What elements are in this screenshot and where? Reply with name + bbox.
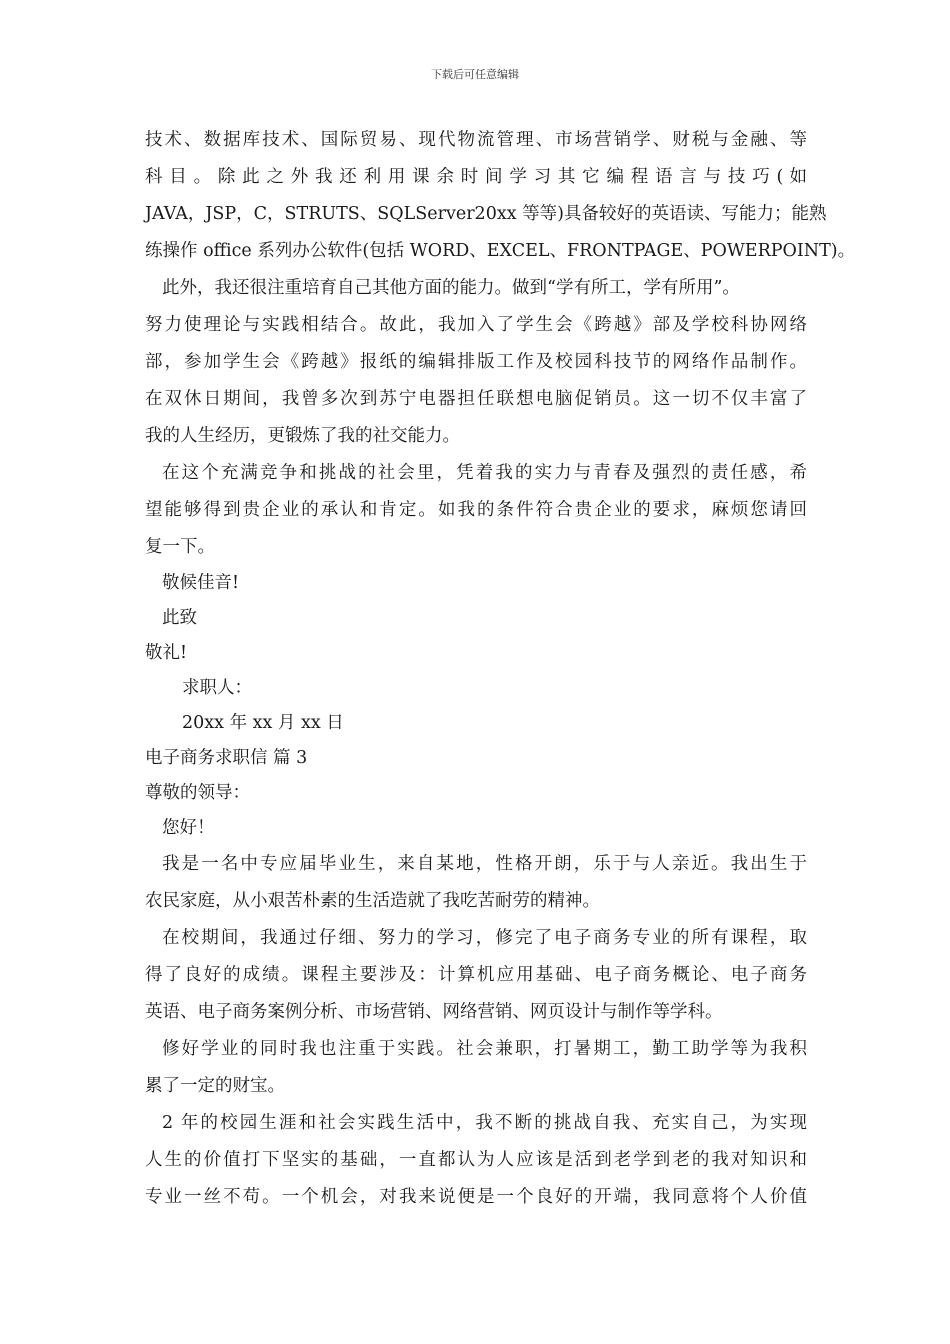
letter-hello: 您好！ xyxy=(162,818,215,838)
body-line: 技术、数据库技术、国际贸易、现代物流管理、市场营销学、财税与金融、等 xyxy=(145,130,807,150)
body-line: 练操作 office 系列办公软件(包括 WORD、EXCEL、FRONTPAGE、POWERPOINT)。 xyxy=(145,241,856,261)
body-line: 望能够得到贵企业的承认和肯定。如我的条件符合贵企业的要求，麻烦您请回 xyxy=(145,500,807,520)
paragraph-first-line: 我是一名中专应届毕业生，来自某地，性格开朗，乐于与人亲近。我出生于 xyxy=(162,854,807,874)
paragraph-first-line: 修好学业的同时我也注重于实践。社会兼职，打暑期工，勤工助学等为我积 xyxy=(162,1039,807,1059)
body-line: 部，参加学生会《跨越》报纸的编辑排版工作及校园科技节的网络作品制作。 xyxy=(145,352,807,372)
paragraph-first-line: 此外，我还很注重培育自己其他方面的能力。做到“学有所工，学有所用”。 xyxy=(162,278,740,298)
closing-salutation: 此致 xyxy=(162,608,197,628)
paragraph-first-line: 在这个充满竞争和挑战的社会里，凭着我的实力与青春及强烈的责任感，希 xyxy=(162,463,807,483)
body-line: 得了良好的成绩。课程主要涉及：计算机应用基础、电子商务概论、电子商务 xyxy=(145,965,807,985)
body-line: JAVA，JSP，C，STRUTS、SQLServer20xx 等等)具备较好的英语读、写能力；能熟 xyxy=(145,204,827,224)
body-line: 英语、电子商务案例分析、市场营销、网络营销、网页设计与制作等学科。 xyxy=(145,1002,723,1022)
closing-await: 敬候佳音! xyxy=(162,573,240,593)
body-line: 专业一丝不苟。一个机会，对我来说便是一个良好的开端，我同意将个人价值 xyxy=(145,1187,807,1207)
letter-greeting: 尊敬的领导： xyxy=(145,783,250,803)
page-header: 下载后可任意编辑 xyxy=(431,68,519,81)
body-line: 复一下。 xyxy=(145,537,215,557)
section-title: 电子商务求职信 篇 3 xyxy=(145,748,308,768)
body-line: 在双休日期间，我曾多次到苏宁电器担任联想电脑促销员。这一切不仅丰富了 xyxy=(145,389,807,409)
signature-label: 求职人： xyxy=(182,678,252,698)
body-line: 农民家庭，从小艰苦朴素的生活造就了我吃苦耐劳的精神。 xyxy=(145,891,600,911)
body-line: 努力使理论与实践相结合。故此，我加入了学生会《跨越》部及学校科协网络 xyxy=(145,315,807,335)
body-line: 我的人生经历，更锻炼了我的社交能力。 xyxy=(145,426,460,446)
paragraph-first-line: 2 年的校园生涯和社会实践生活中，我不断的挑战自我、充实自己，为实现 xyxy=(162,1113,807,1133)
closing-regards: 敬礼! xyxy=(145,643,188,663)
document-body xyxy=(145,122,856,1216)
body-line: 累了一定的财宝。 xyxy=(145,1076,285,1096)
body-line: 科 目 。 除 此 之 外 我 还 利 用 课 余 时 间 学 习 其 它 编 程 语 言 与 技 巧 ( 如 xyxy=(145,167,807,187)
paragraph-first-line: 在校期间，我通过仔细、努力的学习，修完了电子商务专业的所有课程，取 xyxy=(162,928,807,948)
signature-date: 20xx 年 xx 月 xx 日 xyxy=(182,713,344,733)
body-line: 人生的价值打下坚实的基础，一直都认为人应该是活到老学到老的我对知识和 xyxy=(145,1150,807,1170)
